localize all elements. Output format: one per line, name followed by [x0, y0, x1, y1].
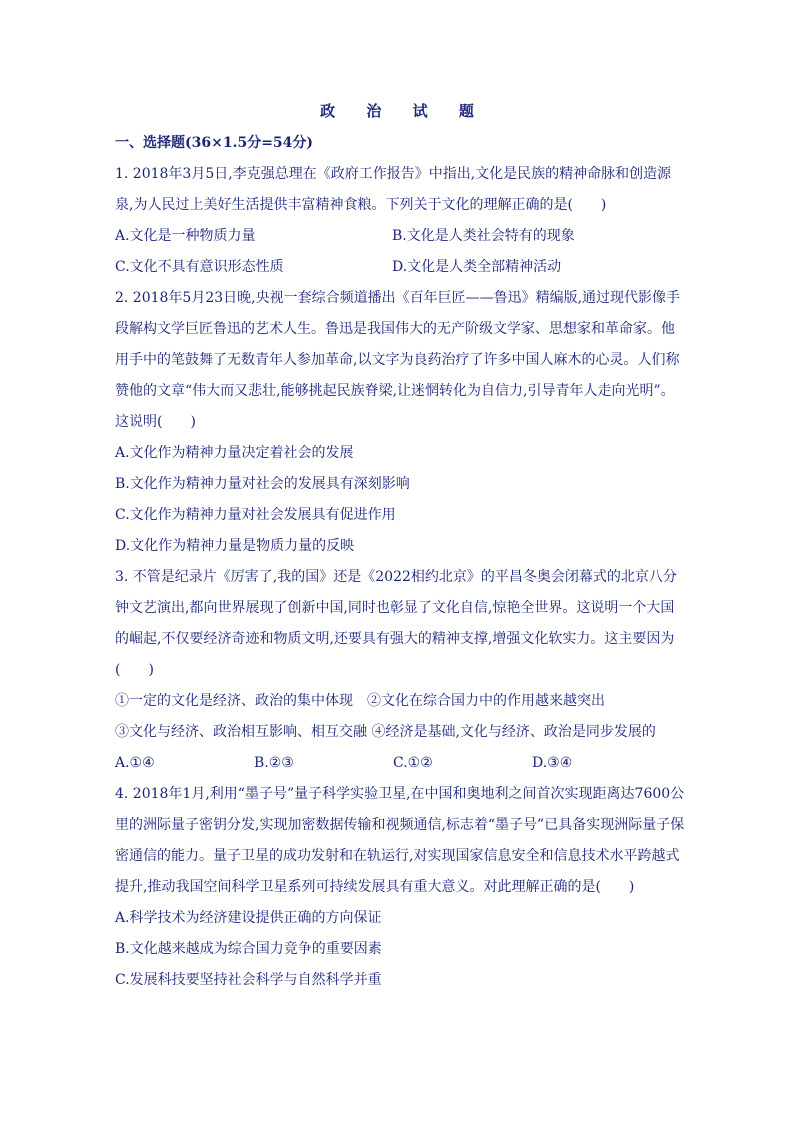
question-3	[115, 562, 685, 779]
option-b: B.文化作为精神力量对社会的发展具有深刻影响	[115, 476, 410, 492]
statement-line: ③文化与经济、政治相互影响、相互交融 ④经济是基础,文化与经济、政治是同步发展的	[115, 724, 656, 740]
option-c: C.发展科技要坚持社会科学与自然科学并重	[115, 972, 382, 988]
question-2	[115, 283, 685, 562]
question-stem: 3. 不管是纪录片《厉害了,我的国》还是《2022相约北京》的平昌冬奥会闭幕式的北京八分钟文艺演出,都向世界展现了创新中国,同时也彰显了文化自信,惊艳全世界。这说明一个大国的崛起,不仅要经济奇迹和物质文明,还要具有强大的精神支撑,增强文化软实力。这主要因为( )	[115, 569, 677, 678]
option-d: D.③④	[532, 755, 573, 771]
question-stem: 4. 2018年1月,利用“墨子号”量子科学实验卫星,在中国和奥地利之间首次实现距离达7600公里的洲际量子密钥分发,实现加密数据传输和视频通信,标志着“墨子号”已具备实现洲际量子保密通信的能力。量子卫星的成功发射和在轨运行,对实现国家信息安全和信息技术水平跨越式提升,推动我国空间科学卫星系列可持续发展具有重大意义。对此理解正确的是( )	[115, 786, 685, 895]
option-a: A.文化是一种物质力量	[115, 228, 256, 244]
section-heading: 一、选择题(36×1.5分=54分)	[115, 135, 314, 151]
option-d: D.文化是人类全部精神活动	[392, 259, 562, 275]
option-c: C.文化作为精神力量对社会发展具有促进作用	[115, 507, 396, 523]
option-a: A.①④	[115, 755, 155, 771]
page-title: 政 治 试 题	[320, 102, 487, 120]
option-a: A.科学技术为经济建设提供正确的方向保证	[115, 910, 382, 926]
question-1	[115, 159, 685, 283]
option-row	[115, 252, 685, 283]
question-stem: 2. 2018年5月23日晚,央视一套综合频道播出《百年巨匠——鲁迅》精编版,通过现代影像手段解构文学巨匠鲁迅的艺术人生。鲁迅是我国伟大的无产阶级文学家、思想家和革命家。他用手中的笔鼓舞了无数青年人参加革命,以文字为良药治疗了许多中国人麻木的心灵。人们称赞他的文章“伟大而又悲壮,能够挑起民族脊梁,让迷惘转化为自信力,引导青年人走向光明”。这说明( )	[115, 290, 681, 430]
option-d: D.文化作为精神力量是物质力量的反映	[115, 538, 355, 554]
option-b: B.文化是人类社会特有的现象	[392, 228, 575, 244]
option-c: C.①②	[393, 755, 433, 771]
option-row	[115, 748, 685, 779]
statement-line: ①一定的文化是经济、政治的集中体现 ②文化在综合国力中的作用越来越突出	[115, 693, 605, 709]
option-a: A.文化作为精神力量决定着社会的发展	[115, 445, 354, 461]
option-b: B.文化越来越成为综合国力竞争的重要因素	[115, 941, 382, 957]
question-stem: 1. 2018年3月5日,李克强总理在《政府工作报告》中指出,文化是民族的精神命脉和创造源泉,为人民过上美好生活提供丰富精神食粮。下列关于文化的理解正确的是( )	[115, 166, 672, 213]
question-4	[115, 779, 685, 996]
question-list	[115, 159, 685, 996]
option-c: C.文化不具有意识形态性质	[115, 259, 284, 275]
option-row	[115, 221, 685, 252]
option-b: B.②③	[254, 755, 294, 771]
